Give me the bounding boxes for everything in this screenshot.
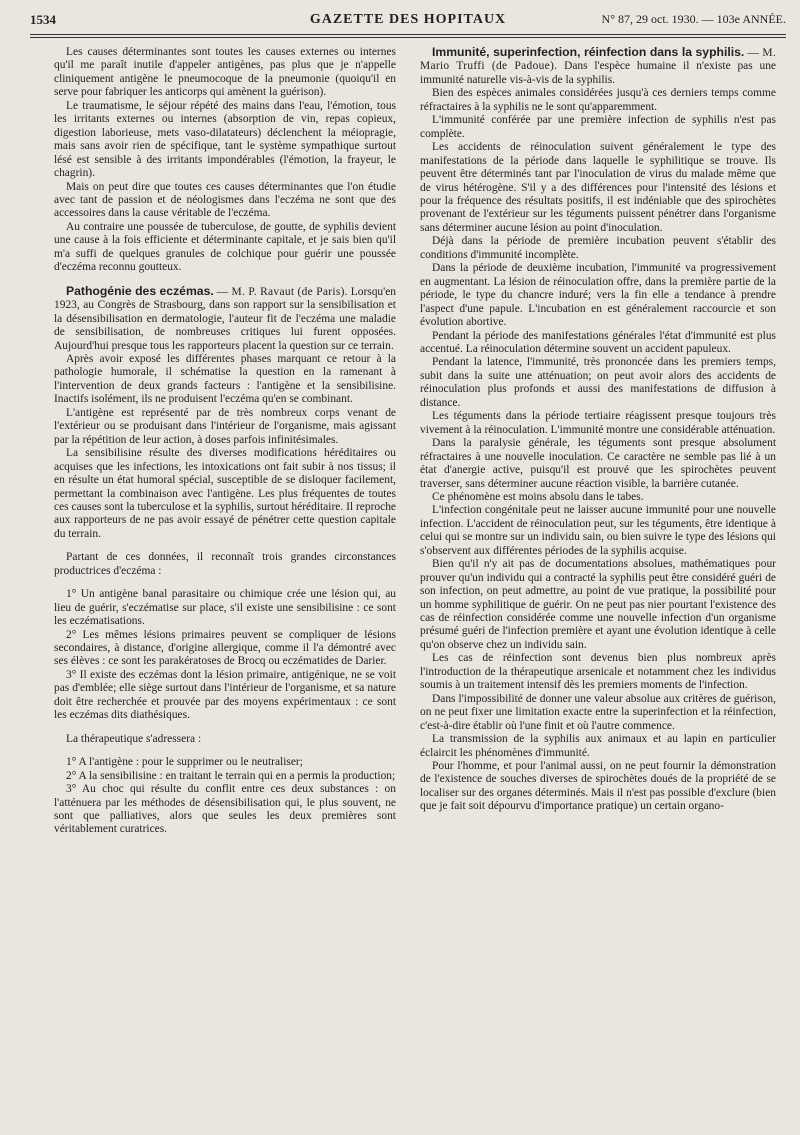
paragraph: Bien des espèces animales considérées jusqu'à ces derniers temps comme réfractaires à la syphilis ne le sont qu'apparemment.: [420, 87, 776, 113]
paragraph: La thérapeutique s'adressera :: [66, 732, 202, 745]
paragraph: Dans la période de deuxième incubation, l'immunité va progressivement en augmentant. La lésion de réinoculation offre, dans la première partie de la période, le type du chancre induré; vers la fin elle a tendance à prendre l'aspect d'une papule. L'incubation en est généralement raccourcie et son évolution abortive.: [420, 262, 776, 329]
paragraph: Bien qu'il n'y ait pas de documentations absolues, mathématiques pour prouver qu'un individu qui a contracté la syphilis peut être considéré guéri de son infection, on peut admettre, au point de vue pratique, la possibilité pour un homme syphilitique de guérir. On ne peut pas nier pourtant l'existence des cas de réinfection considérée comme une nouvelle infection d'un organisme présumé guéri de l'infection première et ayant une évolution identique à celle qu'on observe chez un individu sain.: [420, 558, 776, 651]
left-column: [54, 46, 396, 1119]
paragraph: L'immunité conférée par une première infection de syphilis n'est pas complète.: [420, 114, 776, 140]
paragraph: Au contraire une poussée de tuberculose, de goutte, de syphilis devient une cause à la fois efficiente et déterminante capitale, et je sais bien qu'il m'a suffi de quelques granules de colchique pour guérir une poussée d'eczéma reconnu goutteux.: [54, 220, 396, 274]
right-column: [420, 46, 776, 1119]
header-rule-bottom: [30, 37, 786, 38]
paragraph: Après avoir exposé les différentes phases marquant ce retour à la pathologie humorale, il schématise la question en la ramenant à l'intervention de deux grands facteurs : l'antigène et la sensibilisine. Inactifs isolément, ils ne produisent l'eczéma qu'en se combinant.: [54, 352, 396, 406]
paragraph: Les accidents de réinoculation suivent généralement le type des manifestations de la période dans laquelle le syphilitique se trouve. Ils peuvent être déterminés tant par l'inoculation de virus du malade même que de virus hétérogène. S'il y a des différences pour l'intensité des lésions et pour la fréquence des résultats positifs, il est indéniable que des spirochètes provenant de l'extérieur sur les téguments puissent pénétrer dans l'organisme sans déterminer aucune lésion au point d'inoculation.: [420, 141, 776, 234]
list-item: 3° Il existe des eczémas dont la lésion primaire, antigénique, ne se voit pas d'emblée; elle siège surtout dans l'intérieur de l'organisme, et sa nature doit être recherchée et prouvée par des moyens expérimentaux : ce sont les eczémas dits diathésiques.: [54, 668, 396, 722]
section-lead: Dans l'espèce humaine il n'existe pas une immunité naturelle vis-à-vis de la syphilis.: [420, 60, 776, 86]
page-header: [30, 8, 786, 32]
paragraph: Les causes déterminantes sont toutes les causes externes ou internes qu'il me paraît inutile d'appeler antigènes, pas plus que je n'appelle cliniquement antigène le pneumocoque de la pneumonie (quoiqu'il en serve pour fabriquer les anticorps qui amènent la guérison).: [54, 46, 396, 99]
section-lead: Lorsqu'en 1923, au Congrès de Strasbourg, dans son rapport sur la sensibilisation et la désensibilisation en dermatologie, l'auteur fit de l'eczéma une maladie de sensibilisation, de nombreuses critiques lui furent opposées. Aujourd'hui presque tous les rapporteurs placent la question sur ce terrain.: [54, 285, 396, 352]
paragraph: Les cas de réinfection sont devenus bien plus nombreux après l'introduction de la thérapeutique arsenicale et notamment chez les individus soumis à un traitement intensif dès les premiers moments de l'infection.: [420, 652, 776, 692]
paragraph: Ce phénomène est moins absolu dans le tabes.: [432, 490, 644, 503]
paragraph: Dans la paralysie générale, les téguments sont presque absolument réfractaires à une nouvelle inoculation. Ce caractère ne semble pas lié à un état d'anergie active, puisqu'il est prouvé que les spirochètes peuvent traverser, sans déterminer aucune réaction visible, la barrière cutanée.: [420, 437, 776, 490]
list-item: 2° Les mêmes lésions primaires peuvent se compliquer de lésions secondaires, à distance, d'origine allergique, comme il l'a démontré avec ses élèves : ce sont les parakératoses de Brocq ou eczématides de Darier.: [54, 628, 396, 668]
journal-title: GAZETTE DES HOPITAUX: [309, 12, 507, 27]
list-item: 1° Un antigène banal parasitaire ou chimique crée une lésion qui, au lieu de guérir, s'eczématise sur place, s'il existe une sensibilisine : ce sont les eczématisations.: [54, 588, 396, 628]
section-title: Immunité, superinfection, réinfection dans la syphilis.: [432, 46, 745, 59]
list-item: 2° A la sensibilisine : en traitant le terrain qui en a permis la production;: [66, 769, 396, 782]
paragraph: Mais on peut dire que toutes ces causes déterminantes que l'on étudie avec tant de passion et de néologismes dans l'eczéma ne sont que des accessoires dans la cause véritable de l'eczéma.: [54, 180, 396, 220]
paragraph: Dans l'impossibilité de donner une valeur absolue aux critères de guérison, on ne peut fixer une limitation exacte entre la superinfection et la réinfection, c'est-à-dire établir où l'une finit et où l'autre commence.: [420, 692, 776, 732]
section-title: Pathogénie des eczémas.: [66, 283, 214, 298]
paragraph: La sensibilisine résulte des diverses modifications héréditaires ou acquises que les infections, les intoxications ont fait subir à nos tissus; il en résulte un état humoral spécial, susceptible de se disloquer facilement, permettant la combinaison avec l'antigène. Les plus fréquentes de toutes ces causes sont la tuberculose et la syphilis, surtout héréditaire. Il reproche aux rapporteurs de ne pas avoir essayé de pénétrer cette question capitale du terrain.: [54, 447, 396, 540]
paragraph: Pendant la période des manifestations générales l'état d'immunité est plus accentué. La réinoculation détermine souvent un accident papuleux.: [420, 329, 776, 355]
header-rule-top: [30, 34, 786, 35]
paragraph: Le traumatisme, le séjour répété des mains dans l'eau, l'émotion, tous les irritants externes ou internes (absorption de vin, repas copieux, digestion laborieuse, mets vaso-dilatateurs) déclenchent la méiopragie, mais sans avoir rien de spécifique, tant le système sympathique surtout lésé est sensible à des irritants impondérables (l'émotion, la frayeur, le chagrin).: [54, 99, 396, 180]
issue-info: N° 87, 29 oct. 1930. — 103e ANNÉE.: [601, 12, 786, 26]
section-immunite: [420, 46, 776, 87]
list-item: 3° Au choc qui résulte du conflit entre ces deux substances : on l'atténuera par les méthodes de désensibilisation qui, le plus souvent, ne sont que palliatives, alors que seules les deux premières sont véritablement curatrices.: [54, 783, 396, 836]
paragraph: L'antigène est représenté par de très nombreux corps venant de l'extérieur ou se produisant dans l'intérieur de l'organisme, mais agissant par la répétition de leur action, à doses parfois infinitésimales.: [54, 406, 396, 446]
paragraph: Pendant la latence, l'immunité, très prononcée dans les premiers temps, subit dans la suite une atténuation; on peut avoir alors des accidents de réinoculation plus profonds et aussi des manifestations de diffusion à distance.: [420, 356, 776, 409]
paragraph: L'infection congénitale peut ne laisser aucune immunité pour une nouvelle infection. L'accident de réinoculation peut, sur les téguments, être identique à celui qui se montre sur un individu sain, ou bien suivre le type des lésions qui s'observent aux différentes périodes de la syphilis acquise.: [420, 504, 776, 557]
paragraph: La transmission de la syphilis aux animaux et au lapin en particulier éclaircit les phénomènes d'immunité.: [420, 733, 776, 759]
section-author: — M. P. Ravaut (de Paris).: [216, 285, 348, 298]
section-pathogenie: [54, 285, 396, 353]
paragraph: Partant de ces données, il reconnaît trois grandes circonstances productrices d'eczéma :: [54, 551, 396, 577]
page-number: 1534: [30, 12, 56, 27]
list-item: 1° A l'antigène : pour le supprimer ou le neutraliser;: [66, 756, 303, 769]
paragraph: Pour l'homme, et pour l'animal aussi, on ne peut fournir la démonstration de l'existence de souches diverses de spirochètes doués de la propriété de se localiser sur des organes déterminés. Mais il n'est pas possible d'exclure (bien que je fait soit dépourvu d'importance pratique) un certain organo-: [420, 760, 776, 813]
paragraph: Déjà dans la période de première incubation peuvent s'établir des conditions d'immunité incomplète.: [420, 235, 776, 261]
section-author: — M. Mario Truffi (de Padoue).: [420, 47, 776, 73]
paragraph: Les téguments dans la période tertiaire réagissent presque toujours très vivement à la réinoculation. L'immunité montre une considérable atténuation.: [420, 410, 776, 436]
